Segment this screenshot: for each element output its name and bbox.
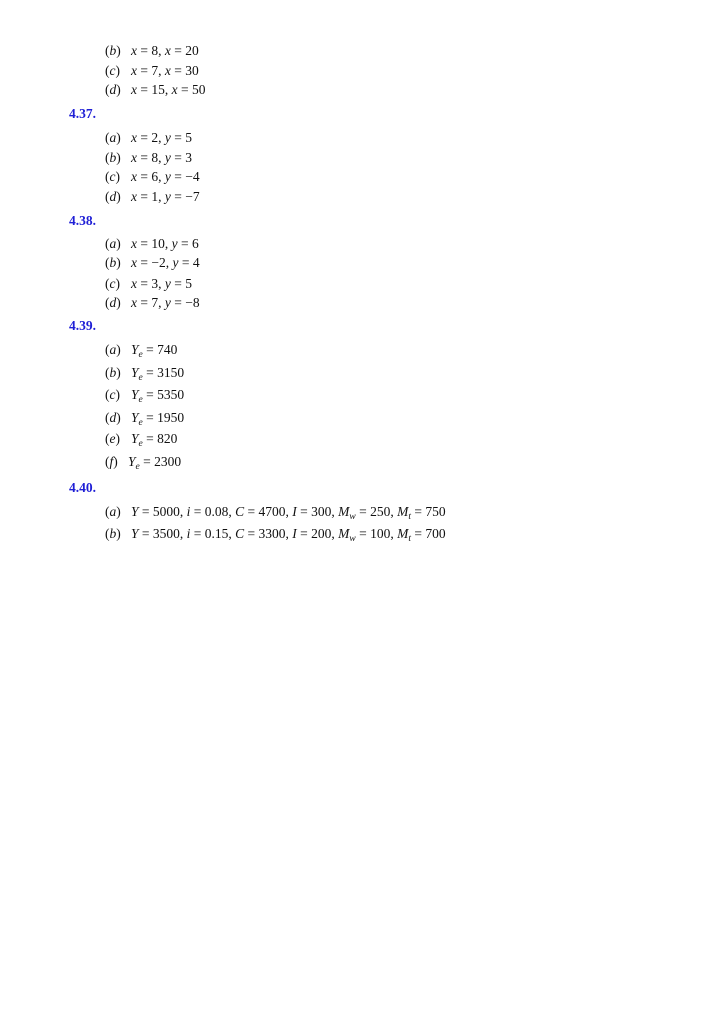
item-expression xyxy=(131,255,200,271)
item-label: (b) xyxy=(105,255,121,270)
math-subscript: e xyxy=(138,350,143,360)
list-item xyxy=(105,387,184,403)
list-item xyxy=(105,169,200,185)
math-text: = 750 xyxy=(411,504,446,519)
item-expression xyxy=(131,189,200,205)
math-text: = 5350 xyxy=(142,387,185,402)
math-subscript: t xyxy=(408,512,412,522)
math-text: = 5 xyxy=(170,130,192,145)
list-item xyxy=(105,189,200,205)
item-expression xyxy=(131,526,446,542)
math-text: = 700 xyxy=(411,526,446,541)
math-text: = 820 xyxy=(142,431,178,446)
math-text: = 4700, xyxy=(244,504,293,519)
item-label: (a) xyxy=(105,342,121,357)
list-item xyxy=(105,130,192,146)
list-item xyxy=(105,255,200,271)
math-variable: x xyxy=(131,169,137,184)
item-label: (b) xyxy=(105,43,121,58)
math-subscript: e xyxy=(135,462,140,472)
math-variable: Y xyxy=(131,342,139,357)
math-variable: Y xyxy=(131,387,139,402)
math-variable: y xyxy=(164,189,171,204)
math-text: = −4 xyxy=(170,169,200,184)
list-item xyxy=(105,236,199,252)
math-text: = 2, xyxy=(137,130,165,145)
list-item xyxy=(105,504,446,520)
math-variable: Y xyxy=(131,504,139,519)
math-subscript: e xyxy=(138,418,143,428)
math-text: = 250, xyxy=(355,504,398,519)
list-item xyxy=(105,63,199,79)
math-variable: x xyxy=(131,130,137,145)
list-item xyxy=(105,431,177,447)
item-label: (c) xyxy=(105,387,120,402)
item-expression xyxy=(131,169,200,185)
math-text: = −8 xyxy=(170,295,200,310)
item-expression xyxy=(131,295,200,311)
math-variable: x xyxy=(131,63,137,78)
math-variable: Y xyxy=(128,454,136,469)
math-variable: i xyxy=(186,504,191,519)
problem-number: 4.38. xyxy=(69,213,96,228)
math-variable: y xyxy=(172,255,179,270)
math-variable: Y xyxy=(131,431,139,446)
math-variable: I xyxy=(292,504,297,519)
list-item xyxy=(105,410,184,426)
math-text: = 6, xyxy=(137,169,165,184)
item-expression xyxy=(131,82,206,98)
math-variable: i xyxy=(186,526,191,541)
math-text: = 3500, xyxy=(138,526,187,541)
math-variable: x xyxy=(131,255,137,270)
math-text: = 3, xyxy=(137,276,165,291)
math-text: = 3300, xyxy=(244,526,293,541)
math-variable: I xyxy=(292,526,297,541)
math-variable: C xyxy=(235,504,245,519)
math-variable: y xyxy=(164,130,171,145)
math-text: = 0.15, xyxy=(190,526,236,541)
problem-number: 4.37. xyxy=(69,106,96,121)
list-item xyxy=(105,295,200,311)
math-variable: x xyxy=(131,276,137,291)
math-variable: x xyxy=(131,82,137,97)
item-expression xyxy=(131,387,184,403)
item-expression xyxy=(131,410,184,426)
math-variable: C xyxy=(235,526,245,541)
math-variable: M xyxy=(397,504,409,519)
math-text: = 300, xyxy=(296,504,339,519)
item-expression xyxy=(131,342,177,358)
math-variable: y xyxy=(164,169,171,184)
math-variable: Y xyxy=(131,365,139,380)
item-expression xyxy=(131,43,199,59)
math-text: = 7, xyxy=(137,295,165,310)
math-text: = 1, xyxy=(137,189,165,204)
math-variable: Y xyxy=(131,410,139,425)
math-variable: x xyxy=(164,63,171,78)
math-variable: x xyxy=(131,295,137,310)
math-variable: M xyxy=(397,526,409,541)
math-text: = 1950 xyxy=(142,410,185,425)
math-variable: y xyxy=(164,150,171,165)
math-variable: x xyxy=(131,150,137,165)
math-subscript: t xyxy=(408,534,412,544)
item-label: (b) xyxy=(105,150,121,165)
item-label: (c) xyxy=(105,276,120,291)
math-variable: y xyxy=(164,276,171,291)
math-text: = 740 xyxy=(142,342,178,357)
math-text: = 200, xyxy=(296,526,339,541)
item-label: (b) xyxy=(105,365,121,380)
math-text: = 8, xyxy=(137,150,165,165)
list-item xyxy=(105,526,446,542)
math-text: = 3 xyxy=(170,150,192,165)
item-expression xyxy=(131,130,192,146)
item-label: (e) xyxy=(105,431,120,446)
math-text: = 15, xyxy=(137,82,172,97)
math-variable: y xyxy=(164,295,171,310)
math-text: = 7, xyxy=(137,63,165,78)
math-variable: x xyxy=(171,82,178,97)
list-item xyxy=(105,82,206,98)
item-expression xyxy=(131,150,192,166)
math-text: = 5 xyxy=(170,276,192,291)
item-label: (d) xyxy=(105,82,121,97)
item-expression xyxy=(131,63,199,79)
math-text: = 20 xyxy=(170,43,199,58)
math-text: = 6 xyxy=(177,236,199,251)
item-expression xyxy=(131,504,446,520)
item-label: (c) xyxy=(105,63,120,78)
item-label: (a) xyxy=(105,504,121,519)
item-expression xyxy=(131,276,192,292)
list-item xyxy=(105,342,177,358)
item-label: (a) xyxy=(105,130,121,145)
math-text: = 50 xyxy=(177,82,206,97)
item-label: (a) xyxy=(105,236,121,251)
item-expression xyxy=(131,365,184,381)
problem-number: 4.40. xyxy=(69,480,96,495)
math-text: = 2300 xyxy=(139,454,182,469)
math-text: = 0.08, xyxy=(190,504,236,519)
math-subscript: e xyxy=(138,395,143,405)
item-label: (d) xyxy=(105,295,121,310)
math-variable: M xyxy=(338,526,350,541)
item-label: (b) xyxy=(105,526,121,541)
math-variable: M xyxy=(338,504,350,519)
math-text: = −2, xyxy=(137,255,173,270)
math-text: = 8, xyxy=(137,43,165,58)
math-variable: x xyxy=(131,189,137,204)
math-subscript: e xyxy=(138,439,143,449)
item-label: (d) xyxy=(105,410,121,425)
item-expression xyxy=(131,236,199,252)
item-expression xyxy=(131,431,177,447)
math-text: = −7 xyxy=(170,189,200,204)
math-text: = 10, xyxy=(137,236,172,251)
item-expression xyxy=(128,454,181,470)
math-variable: x xyxy=(164,43,171,58)
item-label: (d) xyxy=(105,189,121,204)
math-subscript: e xyxy=(138,373,143,383)
item-label: (c) xyxy=(105,169,120,184)
math-text: = 4 xyxy=(178,255,200,270)
math-text: = 3150 xyxy=(142,365,185,380)
problem-number: 4.39. xyxy=(69,318,96,333)
math-subscript: w xyxy=(349,534,356,544)
list-item xyxy=(105,43,199,59)
math-variable: Y xyxy=(131,526,139,541)
item-label: (f) xyxy=(105,454,118,469)
math-subscript: w xyxy=(349,512,356,522)
math-variable: y xyxy=(171,236,178,251)
math-text: = 100, xyxy=(355,526,398,541)
math-variable: x xyxy=(131,236,137,251)
math-text: = 30 xyxy=(170,63,199,78)
list-item xyxy=(105,454,181,470)
list-item xyxy=(105,365,184,381)
math-text: = 5000, xyxy=(138,504,187,519)
list-item xyxy=(105,150,192,166)
math-variable: x xyxy=(131,43,137,58)
list-item xyxy=(105,276,192,292)
